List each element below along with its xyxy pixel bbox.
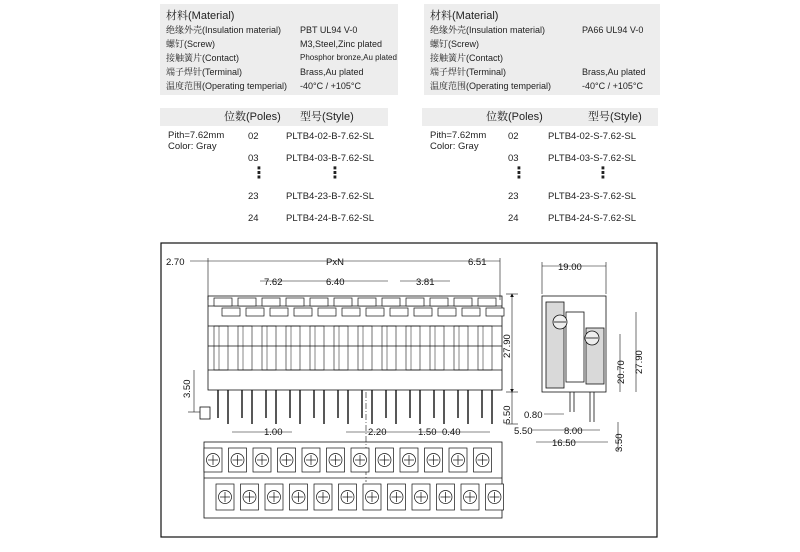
- terminal-slot-lower: [222, 308, 240, 316]
- spec-label: 端子焊针(Terminal): [166, 67, 243, 77]
- terminal-slot-upper: [430, 298, 448, 306]
- color-label: Color: Gray: [168, 141, 217, 152]
- table-header: [160, 108, 388, 126]
- dim-pxn: PxN: [326, 257, 344, 268]
- style-cell: PLTB4-03-B-7.62-SL: [286, 153, 375, 164]
- spec-label: 温度范围(Operating temperial): [430, 81, 552, 91]
- terminal-slot-lower: [342, 308, 360, 316]
- material-spec-right: [424, 4, 660, 95]
- terminal-slot-upper: [334, 298, 352, 306]
- table-header: [422, 108, 658, 126]
- spec-row-insulation: [430, 23, 660, 37]
- dim-0-40: 0.40: [442, 427, 461, 438]
- spec-value: PBT UL94 V-0: [300, 25, 358, 35]
- terminal-slot-upper: [382, 298, 400, 306]
- spec-row-screw: [430, 37, 660, 51]
- side-dim-5-50: 5.50: [514, 426, 533, 437]
- dim-2-70: 2.70: [166, 257, 185, 268]
- poles-header: 位数(Poles): [486, 111, 543, 123]
- side-dim-0-80: 0.80: [524, 410, 543, 421]
- ellipsis-mark: ⋮: [327, 165, 343, 182]
- side-dim-27-90: 27.90: [634, 350, 645, 374]
- style-header: 型号(Style): [588, 111, 642, 123]
- side-dim-8-00: 8.00: [564, 426, 583, 437]
- model-table-right: [422, 108, 662, 228]
- terminal-slot-lower: [414, 308, 432, 316]
- spec-row-temperature: [166, 79, 398, 93]
- poles-cell: 02: [508, 131, 519, 142]
- pitch-color-note: [168, 130, 224, 152]
- dim-5-50: 5.50: [502, 405, 513, 424]
- spec-value: -40°C / +105°C: [300, 81, 361, 91]
- technical-drawing: [160, 242, 658, 538]
- spec-label: 温度范围(Operating temperial): [166, 81, 288, 91]
- pitch-label: Pith=7.62mm: [168, 130, 225, 141]
- poles-cell: 02: [248, 131, 259, 142]
- color-label: Color: Gray: [430, 141, 479, 152]
- terminal-slot-upper: [238, 298, 256, 306]
- ellipsis-mark: ⋮: [251, 165, 267, 182]
- style-cell: PLTB4-24-S-7.62-SL: [548, 213, 637, 224]
- spec-label: 绝缘外壳(Insulation material): [166, 25, 282, 35]
- spec-value: Phosphor bronze,Au plated: [300, 53, 397, 62]
- terminal-slot-lower: [486, 308, 504, 316]
- style-header: 型号(Style): [300, 111, 354, 123]
- material-title: 材料(Material): [430, 10, 499, 22]
- terminal-slot-lower: [390, 308, 408, 316]
- spec-label: 螺钉(Screw): [430, 39, 479, 49]
- poles-cell: 23: [508, 191, 519, 202]
- spec-row-terminal: [430, 65, 660, 79]
- spec-row-insulation: [166, 23, 398, 37]
- dim-3-81: 3.81: [416, 277, 435, 288]
- terminal-slot-upper: [478, 298, 496, 306]
- terminal-slot-lower: [462, 308, 480, 316]
- spec-row-terminal: [166, 65, 398, 79]
- style-cell: PLTB4-23-B-7.62-SL: [286, 191, 375, 202]
- side-dim-3-50: 3.50: [614, 433, 625, 452]
- side-dim-19-00: 19.00: [558, 262, 582, 273]
- material-spec-left: [160, 4, 398, 95]
- spec-label: 接触簧片(Contact): [166, 53, 240, 63]
- style-cell: PLTB4-24-B-7.62-SL: [286, 213, 375, 224]
- spec-row-screw: [166, 37, 398, 51]
- terminal-slot-upper: [454, 298, 472, 306]
- dim-1-00: 1.00: [264, 427, 283, 438]
- spec-value: Brass,Au plated: [582, 67, 646, 77]
- terminal-slot-lower: [438, 308, 456, 316]
- spec-value: Brass,Au plated: [300, 67, 364, 77]
- side-dim-20-70: 20.70: [616, 360, 627, 384]
- terminal-slot-upper: [286, 298, 304, 306]
- dim-3-50: 3.50: [182, 379, 193, 398]
- spec-row-contact: [430, 51, 660, 65]
- spec-value: -40°C / +105°C: [582, 81, 643, 91]
- dim-1-50: 1.50: [418, 427, 437, 438]
- spec-value: PA66 UL94 V-0: [582, 25, 644, 35]
- terminal-slot-upper: [358, 298, 376, 306]
- terminal-slot-upper: [214, 298, 232, 306]
- poles-cell: 24: [508, 213, 519, 224]
- spec-label: 接触簧片(Contact): [430, 53, 504, 63]
- model-table-left: [160, 108, 400, 228]
- poles-cell: 24: [248, 213, 259, 224]
- spec-label: 绝缘外壳(Insulation material): [430, 25, 546, 35]
- terminal-slot-lower: [318, 308, 336, 316]
- dim-2-20: 2.20: [368, 427, 387, 438]
- dim-27-90: 27.90: [502, 334, 513, 358]
- ellipsis-mark: ⋮: [511, 165, 527, 182]
- terminal-slot-lower: [270, 308, 288, 316]
- material-title: 材料(Material): [166, 10, 235, 22]
- spec-label: 端子焊针(Terminal): [430, 67, 507, 77]
- ellipsis-mark: ⋮: [595, 165, 611, 182]
- spec-label: 螺钉(Screw): [166, 39, 215, 49]
- terminal-slot-upper: [310, 298, 328, 306]
- style-cell: PLTB4-23-S-7.62-SL: [548, 191, 637, 202]
- style-cell: PLTB4-02-S-7.62-SL: [548, 131, 637, 142]
- poles-cell: 03: [508, 153, 519, 164]
- pitch-label: Pith=7.62mm: [430, 130, 487, 141]
- side-dim-16-50: 16.50: [552, 438, 576, 449]
- dim-7-62: 7.62: [264, 277, 283, 288]
- terminal-slot-upper: [406, 298, 424, 306]
- poles-cell: 03: [248, 153, 259, 164]
- style-cell: PLTB4-03-S-7.62-SL: [548, 153, 637, 164]
- terminal-slot-lower: [294, 308, 312, 316]
- terminal-slot-lower: [246, 308, 264, 316]
- spec-value: M3,Steel,Zinc plated: [300, 39, 383, 49]
- terminal-slot-upper: [262, 298, 280, 306]
- spec-row-contact: [166, 51, 398, 65]
- style-cell: PLTB4-02-B-7.62-SL: [286, 131, 375, 142]
- dim-6-40: 6.40: [326, 277, 345, 288]
- pitch-color-note: [430, 130, 486, 152]
- dim-6-51: 6.51: [468, 257, 487, 268]
- poles-cell: 23: [248, 191, 259, 202]
- spec-row-temperature: [430, 79, 660, 93]
- terminal-slot-lower: [366, 308, 384, 316]
- poles-header: 位数(Poles): [224, 111, 281, 123]
